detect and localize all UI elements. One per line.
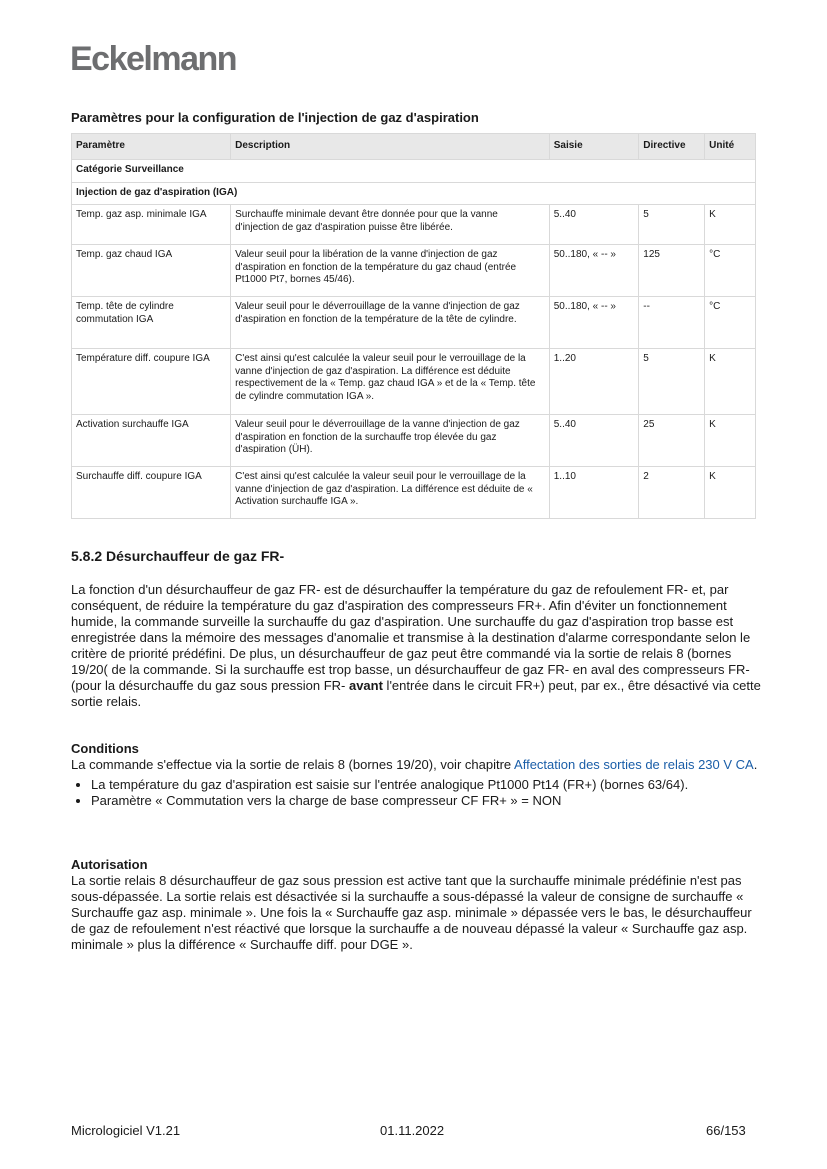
table-header-row xyxy=(72,134,756,160)
cell-input-range: 1..10 xyxy=(549,467,639,519)
list-item: • Paramètre « Commutation vers la charge de base compresseur CF FR+ » = NON xyxy=(91,793,761,809)
cell-parameter: Activation surchauffe IGA xyxy=(72,415,231,467)
cell-parameter: Temp. gaz asp. minimale IGA xyxy=(72,205,231,245)
footer-page-number: 66/153 xyxy=(706,1123,746,1138)
cell-unit: K xyxy=(705,415,756,467)
footer-date: 01.11.2022 xyxy=(380,1123,445,1138)
cell-description: Surchauffe minimale devant être donnée pour que la vanne d'injection de gaz d'aspiration puisse être libérée. xyxy=(231,205,550,245)
conditions-text: La commande s'effectue via la sortie de relais 8 (bornes 19/20), voir chapitre xyxy=(71,757,515,772)
relay-outputs-link[interactable]: Affectation des sorties de relais 230 V CA xyxy=(514,757,754,772)
cell-description: C'est ainsi qu'est calculée la valeur seuil pour le verrouillage de la vanne d'injection de gaz d'aspiration. La différence est déduite de « Activation surchauffe IGA ». xyxy=(231,467,550,519)
cell-default: 5 xyxy=(639,349,705,415)
intro-bold-word: avant xyxy=(348,678,383,693)
cell-unit: K xyxy=(705,205,756,245)
table-row xyxy=(72,467,756,519)
header-saisie: Saisie xyxy=(549,134,639,160)
cell-default: 25 xyxy=(639,415,705,467)
cell-default: 125 xyxy=(639,245,705,297)
company-logo: Eckelmann xyxy=(70,40,237,78)
header-directive: Directive xyxy=(639,134,705,160)
section-title: 5.8.2 Désurchauffeur de gaz FR- xyxy=(71,548,285,564)
category-label: Catégorie Surveillance xyxy=(72,160,756,183)
table-row xyxy=(72,415,756,467)
category-row xyxy=(72,160,756,183)
intro-text-end: l'entrée dans le circuit FR+) peut, par ex., être désactivé via cette sortie relais. xyxy=(71,678,761,709)
authorization-paragraph: La sortie relais 8 désurchauffeur de gaz sous pression est active tant que la surchauffe minimale prédéfinie n'est pas sous-dépassée. La sortie relais est désactivée si la surchauffe a sous-dépassé la valeur de consigne de surchauffe « Surchauffe gaz asp. minimale ». Une fois la « Surchauffe gaz asp. minimale » dépassée vers le bas, le désurchauffeur de gaz de refoulement n'est réactivé que lorsque la surchauffe a de nouveau dépassé la valeur « Surchauffe gaz asp. minimale » plus la différence « Surchauffe diff. pour DGE ». xyxy=(71,873,752,952)
intro-paragraph xyxy=(71,582,761,710)
parameters-table xyxy=(71,133,756,519)
cell-default: 5 xyxy=(639,205,705,245)
conditions-paragraph xyxy=(71,757,761,773)
cell-unit: K xyxy=(705,349,756,415)
table-row xyxy=(72,205,756,245)
cell-default: 2 xyxy=(639,467,705,519)
header-description: Description xyxy=(231,134,550,160)
header-parametre: Paramètre xyxy=(72,134,231,160)
subcategory-label: Injection de gaz d'aspiration (IGA) xyxy=(72,182,756,205)
conditions-list xyxy=(71,777,761,809)
cell-input-range: 1..20 xyxy=(549,349,639,415)
header-unite: Unité xyxy=(705,134,756,160)
cell-input-range: 5..40 xyxy=(549,205,639,245)
cell-input-range: 50..180, « -- » xyxy=(549,297,639,349)
cell-default: -- xyxy=(639,297,705,349)
cell-parameter: Surchauffe diff. coupure IGA xyxy=(72,467,231,519)
cell-description: Valeur seuil pour la libération de la vanne d'injection de gaz d'aspiration en fonction de la température du gaz chaud (entrée Pt1000 Pt7, bornes 45/46). xyxy=(231,245,550,297)
cell-parameter: Temp. tête de cylindre commutation IGA xyxy=(72,297,231,349)
cell-parameter: Temp. gaz chaud IGA xyxy=(72,245,231,297)
cell-unit: °C xyxy=(705,245,756,297)
conditions-block xyxy=(71,741,761,809)
cell-description: Valeur seuil pour le déverrouillage de la vanne d'injection de gaz d'aspiration en fonction de la surchauffe trop élevée du gaz d'aspiration (ÜH). xyxy=(231,415,550,467)
authorization-heading: Autorisation xyxy=(71,857,148,872)
intro-text: La fonction d'un désurchauffeur de gaz FR- est de désurchauffer la température du gaz de refoulement FR- et, par conséquent, de réduire la température du gaz d'aspiration des compresseurs FR+. Afin d'éviter un fonctionnement humide, la commande surveille la surchauffe du gaz d'aspiration. Une surchauffe du gaz d'aspiration trop basse est enregistrée dans la mémoire des messages d'anomalie et transmise à la destination d'alarme correspondante selon le critère de priorité prédéfini. De plus, un désurchauffeur de gaz peut être commandé via la sortie de relais 8 (bornes 19/20( de la commande. Si la surchauffe est trop basse, un désurchauffeur de gaz FR- en aval des compresseurs FR- (pour la désurchauffe du gaz sous pression FR- xyxy=(71,582,751,693)
table-row xyxy=(72,245,756,297)
footer-firmware: Micrologiciel V1.21 xyxy=(71,1123,181,1138)
cell-unit: °C xyxy=(705,297,756,349)
cell-description: C'est ainsi qu'est calculée la valeur seuil pour le verrouillage de la vanne d'injection de gaz d'aspiration. La différence est déduite respectivement de la « Temp. gaz chaud IGA » et de la « Temp. tête de cylindre commutation IGA ». xyxy=(231,349,550,415)
subcategory-row xyxy=(72,182,756,205)
cell-input-range: 5..40 xyxy=(549,415,639,467)
table-title: Paramètres pour la configuration de l'injection de gaz d'aspiration xyxy=(71,110,479,125)
table-row xyxy=(72,349,756,415)
cell-unit: K xyxy=(705,467,756,519)
list-item: • La température du gaz d'aspiration est saisie sur l'entrée analogique Pt1000 Pt14 (FR+) (bornes 63/64). xyxy=(91,777,761,793)
table-row xyxy=(72,297,756,349)
cell-description: Valeur seuil pour le déverrouillage de la vanne d'injection de gaz d'aspiration en fonction de la température de la tête de cylindre. xyxy=(231,297,550,349)
authorization-block xyxy=(71,857,761,953)
conditions-text-end: . xyxy=(753,757,758,772)
conditions-heading: Conditions xyxy=(71,741,139,756)
cell-input-range: 50..180, « -- » xyxy=(549,245,639,297)
cell-parameter: Température diff. coupure IGA xyxy=(72,349,231,415)
